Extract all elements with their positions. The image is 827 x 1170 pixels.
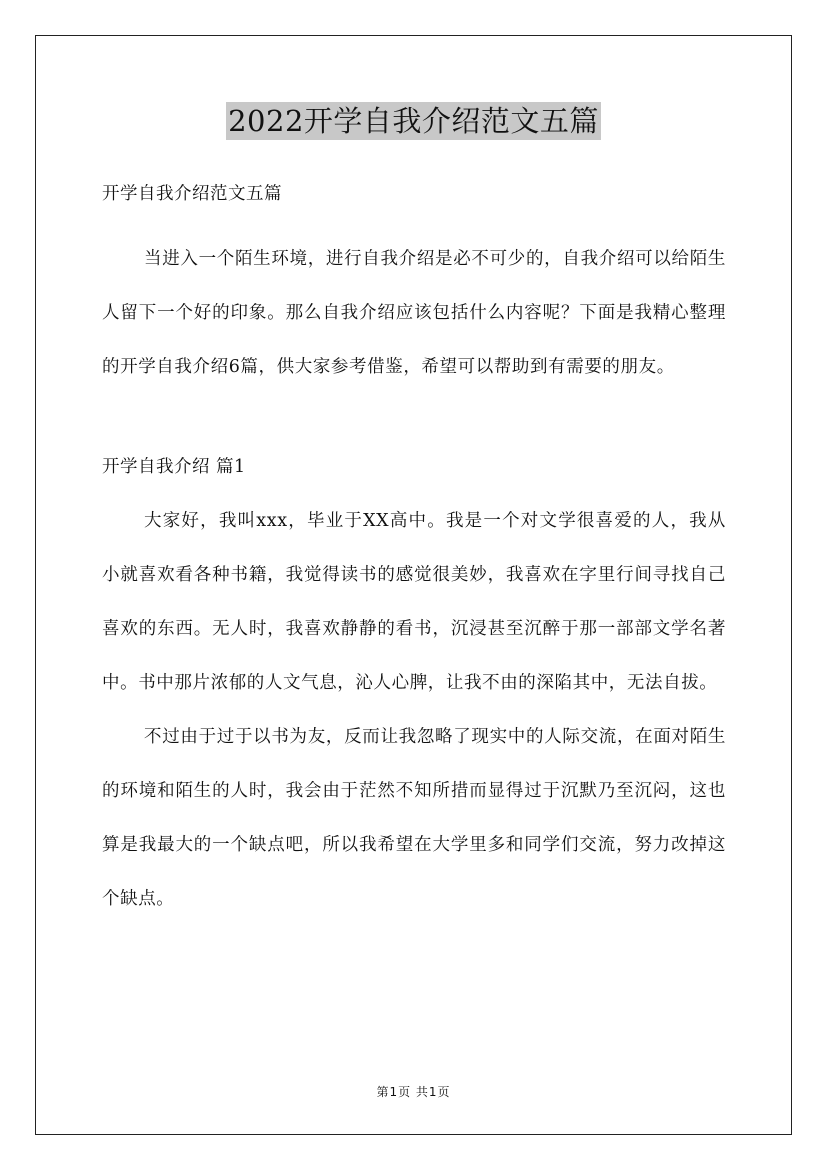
page-number: 第1页 共1页 [376,1085,451,1099]
document-subtitle: 开学自我介绍范文五篇 [102,184,282,204]
document-body [102,176,726,926]
page-footer [0,1083,827,1100]
document-title: 2022开学自我介绍范文五篇 [228,104,599,138]
title-container [0,102,827,140]
body-paragraph: 大家好，我叫xxx，毕业于XX高中。我是一个对文学很喜爱的人，我从小就喜欢看各种书籍，我觉得读书的感觉很美妙，我喜欢在字里行间寻找自己喜欢的东西。无人时，我喜欢静静的看书，沉浸甚至沉醉于那一部部文学名著中。书中那片浓郁的人文气息，沁人心脾，让我不由的深陷其中，无法自拔。 [102,511,726,693]
intro-paragraph: 当进入一个陌生环境，进行自我介绍是必不可少的，自我介绍可以给陌生人留下一个好的印象。那么自我介绍应该包括什么内容呢？下面是我精心整理的开学自我介绍6篇，供大家参考借鉴，希望可以帮助到有需要的朋友。 [102,249,726,377]
body-paragraph: 不过由于过于以书为友，反而让我忽略了现实中的人际交流，在面对陌生的环境和陌生的人时，我会由于茫然不知所措而显得过于沉默乃至沉闷，这也算是我最大的一个缺点吧，所以我希望在大学里多和同学们交流，努力改掉这个缺点。 [102,727,726,909]
section-heading: 开学自我介绍 篇1 [102,457,246,477]
